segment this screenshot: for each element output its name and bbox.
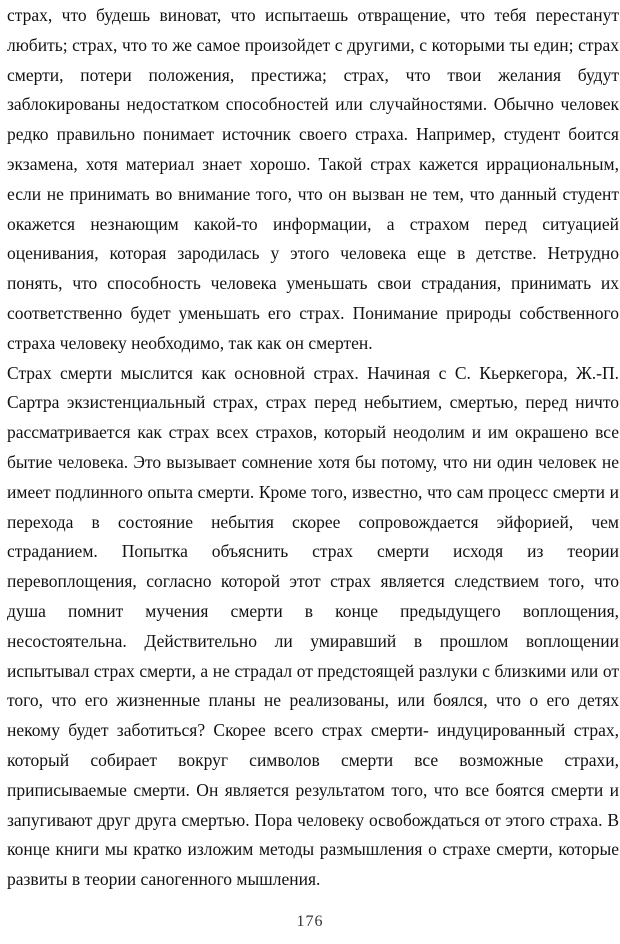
text-line: рассматривается как страх всех страхов, который неодолим и им окрашено все bbox=[7, 422, 619, 443]
text-line: соответственно будет уменьшать его страх. Понимание природы собственного bbox=[7, 302, 619, 323]
text-line: некому будет заботиться? Скорее всего страх смерти- индуцированный страх, bbox=[7, 720, 619, 741]
text-line: Сартра экзистенциальный страх, страх перед небытием, смертью, перед ничто bbox=[7, 392, 619, 413]
text-line: экзамена, хотя материал знает хорошо. Такой страх кажется иррациональным, bbox=[7, 153, 619, 174]
text-line: Страх смерти мыслится как основной страх. Начиная с С. Кьеркегора, Ж.-П. bbox=[7, 362, 619, 383]
text-line: несостоятельна. Действительно ли умиравший в прошлом воплощении bbox=[7, 630, 619, 651]
text-line: любить; страх, что то же самое произойдет с другими, с которыми ты един; страх bbox=[7, 34, 619, 55]
text-line: приписываемые смерти. Он является результатом того, что все боятся смерти и bbox=[7, 779, 619, 800]
text-line: запугивают друг друга смертью. Пора человеку освобождаться от этого страха. В bbox=[7, 809, 619, 830]
text-line: смерти, потери положения, престижа; страх, что твои желания будут bbox=[7, 64, 619, 85]
text-line: страданием. Попытка объяснить страх смерти исходя из теории bbox=[7, 541, 619, 562]
paragraph-2 bbox=[7, 359, 619, 895]
text-line: имеет подлинного опыта смерти. Кроме того, известно, что сам процесс смерти и bbox=[7, 481, 619, 502]
text-line: понять, что способность человека уменьшать свои страдания, принимать их bbox=[7, 273, 619, 294]
text-line: страха человеку необходимо, так как он смертен. bbox=[7, 332, 373, 353]
text-line: который собирает вокруг символов смерти все возможные страхи, bbox=[7, 749, 619, 770]
text-line: перехода в состояние небытия скорее сопровождается эйфорией, чем bbox=[7, 511, 619, 532]
text-line: заблокированы недостатком способностей или случайностями. Обычно человек bbox=[7, 94, 619, 115]
text-line: конце книги мы кратко изложим методы размышления о страхе смерти, которые bbox=[7, 839, 619, 860]
paragraph-1 bbox=[7, 1, 619, 359]
body-text bbox=[7, 1, 619, 895]
text-line: если не принимать во внимание того, что он вызван не тем, что данный студент bbox=[7, 183, 619, 204]
text-line: того, что его жизненные планы не реализованы, или боялся, что о его детях bbox=[7, 690, 619, 711]
text-line: редко правильно понимает источник своего страха. Например, студент боится bbox=[7, 124, 619, 145]
text-line: душа помнит мучения смерти в конце предыдущего воплощения, bbox=[7, 600, 619, 621]
text-line: оценивания, которая зародилась у этого человека еще в детстве. Нетрудно bbox=[7, 243, 619, 264]
text-line: страх, что будешь виноват, что испытаешь отвращение, что тебя перестанут bbox=[7, 5, 619, 25]
text-line: испытывал страх смерти, а не страдал от предстоящей разлуки с близкими или от bbox=[7, 660, 619, 681]
page-number: 176 bbox=[296, 913, 324, 930]
text-line: бытие человека. Это вызывает сомнение хотя бы потому, что ни один человек не bbox=[7, 451, 619, 472]
text-line: перевоплощения, согласно которой этот страх является следствием того, что bbox=[7, 571, 619, 592]
text-line: развиты в теории саногенного мышления. bbox=[7, 869, 321, 890]
text-line: окажется незнающим какой-то информации, а страхом перед ситуацией bbox=[7, 213, 619, 234]
